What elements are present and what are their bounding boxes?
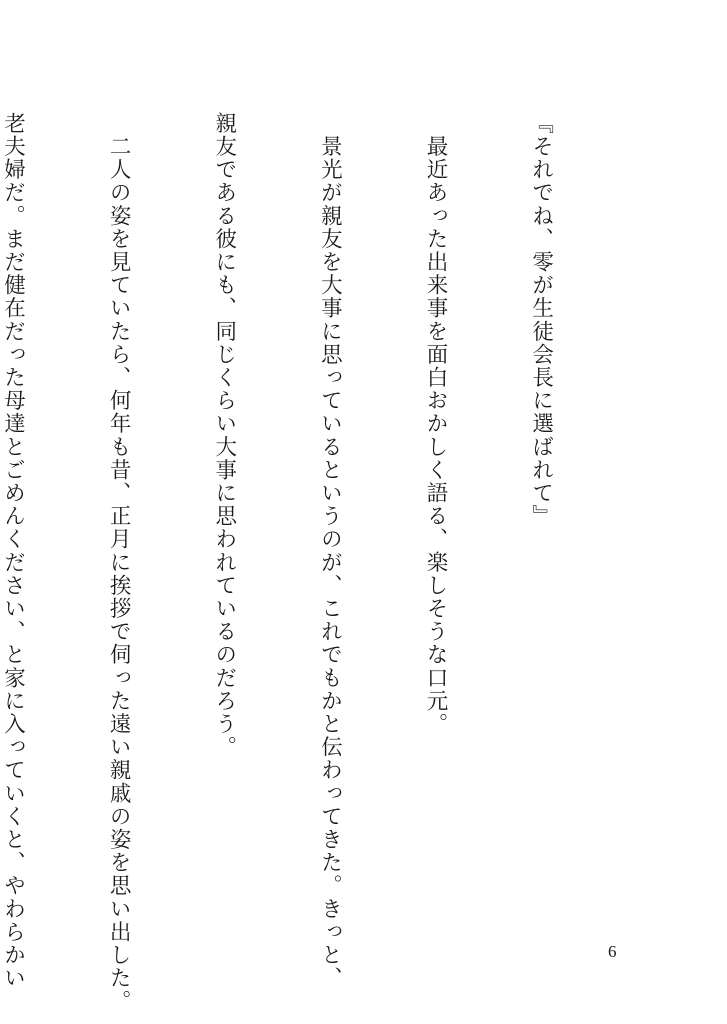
vertical-text-body [0, 112, 629, 1013]
text-line: 老夫婦だ。まだ健在だった母達とごめんください、と家に入っていくと、やわらかい [0, 112, 26, 990]
text-line: 『それでね、零が生徒会長に選ばれて』 [528, 112, 554, 528]
text-line: 二人の姿を見ていたら、何年も昔、正月に挨拶で伺った遠い親戚の姿を思い出した。 [106, 112, 132, 1013]
text-line: 景光が親友を大事に思っているというのが、これでもかと伝わってきた。きっと、 [317, 112, 343, 990]
page-number: 6 [608, 942, 617, 961]
text-line: 親友である彼にも、同じくらい大事に思われているのだろう。 [211, 112, 237, 759]
text-line: 最近あった出来事を面白おかしく語る、楽しそうな口元。 [422, 112, 448, 736]
